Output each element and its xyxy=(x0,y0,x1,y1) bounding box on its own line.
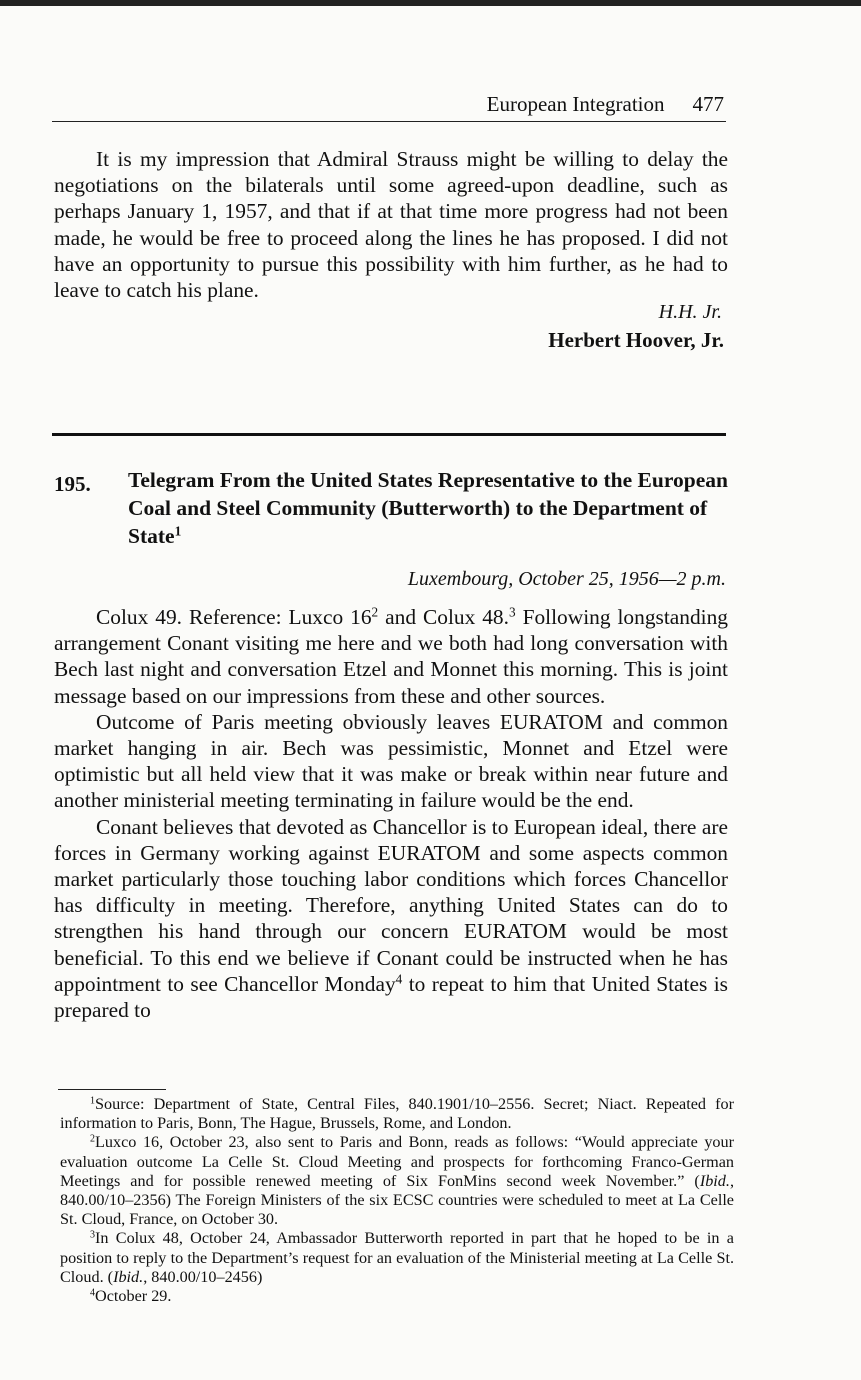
telegram-body xyxy=(54,604,728,1023)
document-title-text: Telegram From the United States Representative to the European Coal and Steel Community (Butterworth) to the Department of State xyxy=(128,468,728,548)
initials: H.H. Jr. xyxy=(658,301,722,323)
footnote-4: $^4$October 29. xyxy=(90,1287,172,1306)
footnote-ref: 2 xyxy=(371,604,379,620)
header-rule xyxy=(52,121,726,122)
paragraph-2: Outcome of Paris meeting obviously leaves EURATOM and common market hanging in air. Bech was pessimistic, Monnet and Etzel were optimistic but all held view that it was make or break within near future and another ministerial meeting terminating in failure would be the end. xyxy=(54,709,728,813)
footnote-ref: 3 xyxy=(508,604,516,620)
previous-document-body xyxy=(54,146,728,303)
footnote-3: $^3$In Colux 48, October 24, Ambassador Butterworth reported in part that he hoped to be in a position to reply to the Department’s request for an evaluation of the Ministerial meeting at La Celle St. Cloud. (Ibid., 840.00/10–2456) xyxy=(60,1229,734,1286)
page-number: 477 xyxy=(692,92,724,116)
section-title: European Integration xyxy=(486,92,665,116)
document-number: 195. xyxy=(54,472,91,496)
footnote-1: $^1$Source: Department of State, Central Files, 840.1901/10–2556. Secret; Niact. Repeated for information to Paris, Bonn, The Hague, Brussels, Rome, and London. xyxy=(60,1095,734,1133)
paragraph-3: Conant believes that devoted as Chancellor is to European ideal, there are forces in Germany working against EURATOM and some aspects common market particularly those touching labor conditions which forces Chancellor has difficulty in meeting. Therefore, anything United States can do to strengthen his hand through our concern EURATOM would be most beneficial. To this end we believe if Conant could be instructed when he has appointment to see Chancellor Monday$^4$ to repeat to him that United States is prepared to xyxy=(54,814,728,1023)
scan-edge xyxy=(0,0,861,6)
footnote-ref: 1 xyxy=(174,523,182,539)
section-divider xyxy=(52,433,726,436)
footnote-ref: 4 xyxy=(395,971,403,987)
footnotes xyxy=(60,1095,734,1306)
footnote-2: $^2$Luxco 16, October 23, also sent to Paris and Bonn, reads as follows: “Would appreciate your evaluation outcome La Celle St. Cloud Meeting and prospects for forthcoming Franco-German Meetings and for possible renewed meeting of Six FonMins second week November.” (Ibid., 840.00/10–2356) The Foreign Ministers of the six ECSC countries were scheduled to meet at La Celle St. Cloud, France, on October 30. xyxy=(60,1133,734,1229)
signature: Herbert Hoover, Jr. xyxy=(548,328,724,352)
previous-paragraph: It is my impression that Admiral Strauss might be willing to delay the negotiations on the bilaterals until some agreed-upon deadline, such as perhaps January 1, 1957, and that if at that time more progress had not been made, he would be free to proceed along the lines he has proposed. I did not have an opportunity to pursue this possibility with him further, as he had to leave to catch his plane. xyxy=(54,147,728,303)
footnote-rule xyxy=(58,1089,166,1090)
paragraph-1: Colux 49. Reference: Luxco $16^2$ and Colux 48.$^3$ Following longstanding arrangement Conant visiting me here and we both had long conversation with Bech last night and conversation Etzel and Monnet this morning. This is joint message based on our impressions from these and other sources. xyxy=(54,604,728,708)
running-head xyxy=(52,90,724,118)
document-title xyxy=(128,466,728,550)
dateline: Luxembourg, October 25, 1956—2 p.m. xyxy=(407,568,726,590)
